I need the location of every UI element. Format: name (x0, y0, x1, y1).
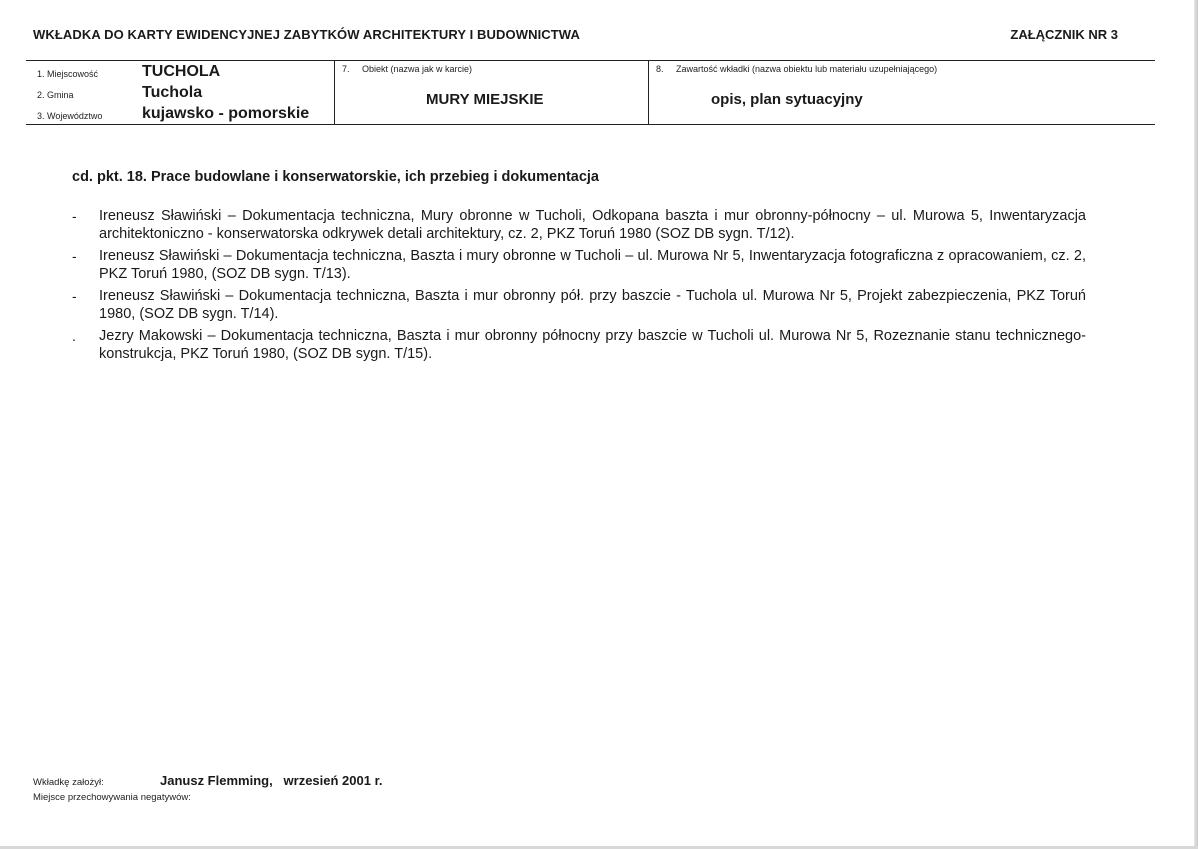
list-item-text: Ireneusz Sławiński – Dokumentacja techniczna, Baszta i mury obronne w Tucholi – ul. Murowa Nr 5, Inwentaryzacja fotograficzna z opracowaniem, cz. 2, PKZ Toruń 1980, (SOZ DB sygn. T/13). (99, 248, 1086, 282)
locality-value: TUCHOLA (142, 63, 221, 80)
list-bullet: - (72, 208, 77, 224)
page-edge (1194, 0, 1198, 849)
contents-value: opis, plan sytuacyjny (711, 91, 863, 108)
column-divider (648, 61, 649, 124)
table-bottom-rule (26, 124, 1155, 125)
column-divider (334, 61, 335, 124)
locality-label: 1. Miejscowość (37, 69, 99, 79)
founder-value: Janusz Flemming, wrzesień 2001 r. (160, 773, 383, 788)
list-item (72, 247, 1086, 283)
founder-label: Wkładkę założył: (33, 777, 104, 788)
form-title: WKŁADKA DO KARTY EWIDENCYJNEJ ZABYTKÓW ARCHITEKTURY I BUDOWNICTWA (33, 27, 580, 42)
list-item-text: Ireneusz Sławiński – Dokumentacja techniczna, Mury obronne w Tucholi, Odkopana baszta i mur obronny-północny – ul. Murowa 5, Inwentaryzacja architektoniczno - konserwatorska odkrywek detali architektury, cz. 2, PKZ Toruń 1980 (SOZ DB sygn. T/12). (99, 208, 1086, 242)
annex-number: ZAŁĄCZNIK NR 3 (1010, 27, 1118, 42)
voivodeship-label: 3. Województwo (37, 111, 103, 121)
section-heading: cd. pkt. 18. Prace budowlane i konserwatorskie, ich przebieg i dokumentacja (72, 169, 599, 185)
documentation-list (72, 207, 1086, 367)
object-label: 7. Obiekt (nazwa jak w karcie) (342, 64, 473, 74)
list-bullet: - (72, 288, 77, 304)
list-item-text: Jezry Makowski – Dokumentacja techniczna, Baszta i mur obronny północny przy baszcie w Tucholi ul. Murowa Nr 5, Rozeznanie stanu technicznego-konstrukcja, PKZ Toruń 1980, (SOZ DB sygn. T/15). (99, 328, 1086, 362)
object-value: MURY MIEJSKIE (426, 91, 544, 108)
negatives-storage-label: Miejsce przechowywania negatywów: (33, 792, 191, 803)
list-item-text: Ireneusz Sławiński – Dokumentacja techniczna, Baszta i mur obronny pół. przy baszcie - Tuchola ul. Murowa Nr 5, Projekt zabezpieczenia, PKZ Toruń 1980, (SOZ DB sygn. T/14). (99, 288, 1086, 322)
list-bullet: - (72, 248, 77, 264)
table-top-rule (26, 60, 1155, 61)
contents-label: 8. Zawartość wkładki (nazwa obiektu lub materiału uzupełniającego) (656, 64, 938, 74)
list-item (72, 287, 1086, 323)
list-item (72, 327, 1086, 363)
commune-label: 2. Gmina (37, 90, 74, 100)
voivodeship-value: kujawsko - pomorskie (142, 105, 310, 122)
commune-value: Tuchola (142, 84, 203, 101)
list-bullet: . (72, 328, 76, 344)
list-item (72, 207, 1086, 243)
